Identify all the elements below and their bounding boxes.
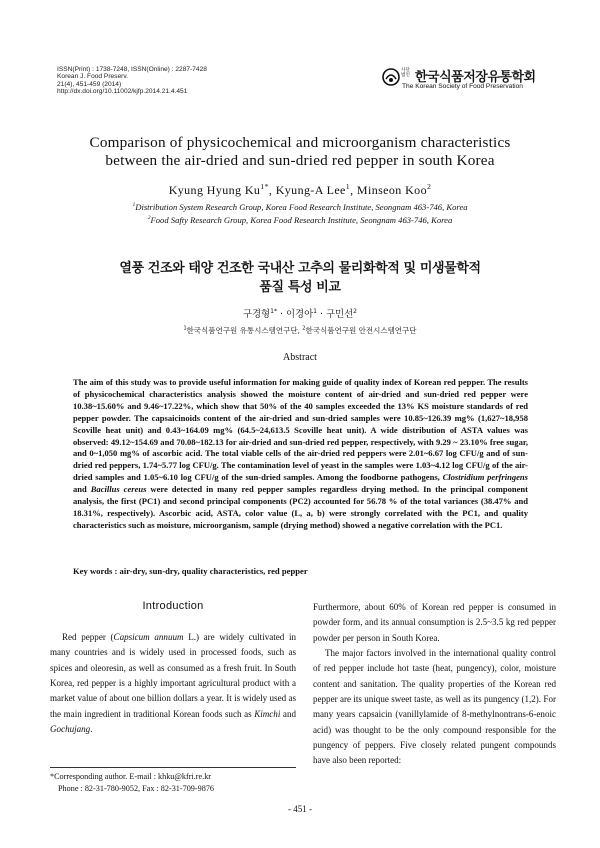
abstract-and: and	[73, 484, 87, 495]
intro-text-2: L.) are widely cultivated in many countries and is widely used in processed foods, such as spices and oleoresin, as well as consumed as a fresh fruit. In South Korea, red pepper is a highly important agricultural product with a market value of about one billion dollars a year. It is widely used as the main ingredient in traditional Korean foods such as	[50, 632, 296, 719]
abstract-text-part1: The aim of this study was to provide useful information for making guide of quality index of Korean red pepper. The results of physicochemical characteristics analysis showed the moisture content of air-dried and sun-dried red pepper were 10.38~15.60% and 9.46~17.22%, which show that 50% of the 40 samples exceeded the 13% KS moisture standards of red pepper powder. The capsaicinoids content of the air-dried and sun-dried samples were 10.85~126.39 mg% (1,627~18,958 Scoville heat unit) and 0.43~164.09 mg% (64.5~24,613.5 Scoville heat unit). A wide distribution of ASTA values was observed: 49.12~154.69 and 70.08~182.13 for air-dried and sun-dried red pepper, respectively, with 9.29 ~ 23.10% free sugar, and 0~1,050 mg% of ascorbic acid. The total viable cells of the air-dried red peppers were 2.01~6.67 log CFU/g and of sun-dried red peppers, 1.74~5.77 log CFU/g. The contamination level of yeast in the samples were 1.03~4.12 log CFU/g of the air-dried samples and 1.05~6.10 log CFU/g of the sun-dried samples. Among the foodborne pathogens,	[73, 377, 528, 483]
affiliation-1	[0, 202, 600, 212]
journal-name: Korean J. Food Preserv.	[57, 73, 128, 81]
author-2-sup: 1	[345, 182, 351, 191]
korean-author-list: 구경형$^{1*}$ · 이경아$^1$ · 구민선$^2$	[242, 307, 358, 320]
keywords: Key words : air-dry, sun-dry, quality characteristics, red pepper	[73, 566, 308, 576]
author-1: Kyung Hyung Ku	[168, 183, 261, 197]
intro-species-italic: Capsicum annuum	[113, 632, 184, 642]
abstract-italic-species-1: Clostridium perfringens	[442, 472, 528, 483]
abstract-heading: Abstract	[283, 352, 317, 363]
right-paragraph-2: The major factors involved in the international quality control of red pepper include hot taste (heat, pungency), color, moisture content and sanitation. The quality properties of the Korean red pepper are its unique sweet taste, as well as its pungency (1,2). For many years capsaicin (vanillylamide of 8-methylnontrans-6-enoic acid) was thought to be the only compound responsible for the pungency of peppers. Five closely related pungent compounds have also been reported:	[313, 648, 556, 766]
korean-author-3: 구민선	[326, 309, 354, 320]
author-1-sup: 1*	[260, 182, 269, 191]
intro-text-3: and	[280, 708, 296, 719]
paper-title-line2: between the air-dried and sun-dried red pepper in south Korea	[105, 152, 495, 169]
affiliation-2-text: Food Safty Research Group, Korea Food Research Institute, Seongnam 463-746, Korea	[150, 215, 453, 225]
corresponding-email: *Corresponding author. E-mail : khku@kfri.re.kr	[50, 772, 212, 781]
affiliation-1-sup: 1	[132, 202, 136, 209]
left-column	[50, 600, 296, 737]
korean-title	[40, 259, 560, 297]
author-3: Minseon Koo	[356, 183, 427, 197]
korean-title-line2: 품질 특성 비교	[259, 280, 341, 295]
abstract-italic-species-2: Bacillus cereus	[90, 484, 147, 495]
footnote-divider	[50, 767, 296, 768]
introduction-heading: Introduction	[142, 600, 204, 612]
corresponding-phone: Phone : 82-31-780-9052, Fax : 82-31-709-9876	[58, 784, 215, 794]
korean-author-1: 구경형	[242, 309, 271, 320]
korean-affiliation-2: 한국식품연구원 안전시스템연구단	[305, 326, 417, 335]
korean-author-1-sup: 1*	[270, 307, 278, 315]
korean-author-2: 이경아	[285, 309, 314, 320]
doi-link[interactable]: http://dx.doi.org/10.11002/kjfp.2014.21.4.451	[57, 87, 188, 95]
author-2: Kyung-A Lee	[275, 183, 346, 197]
society-logo	[382, 66, 552, 94]
abstract-text-part2: were detected in many red pepper samples regardless drying method. In the principal component analysis, the first (PC1) and second principal components (PC2) accounted for 56.78 % of the total variances (38.47% and 18.31%, respectively). Ascorbic acid, ASTA, color value (L, a, b) were strongly correlated with the PC1, and quality characteristics such as moisture, microorganism, sample (drying method) showed a negative correlation with the PC1.	[73, 484, 529, 530]
issn-text: ISSN(Print) : 1738-7248, ISSN(Online) : 2287-7428	[57, 66, 207, 73]
intro-paragraph-1	[50, 630, 296, 737]
intro-text-4: .	[90, 724, 93, 735]
paper-title	[40, 134, 560, 170]
page-number: - 451 -	[288, 804, 312, 814]
society-english-name: The Korean Society of Food Preservation	[402, 83, 523, 90]
journal-header-info	[57, 66, 207, 95]
korean-title-line1: 열풍 건조와 태양 건조한 국내산 고추의 물리화학적 및 미생물학적	[119, 261, 481, 276]
affiliation-2	[0, 215, 600, 225]
paper-title-line1: Comparison of physicochemical and microorganism characteristics	[89, 134, 511, 151]
korean-affiliation-1-sup: 1	[183, 325, 187, 332]
society-korean-name: 한국식품저장유통학회	[415, 70, 536, 85]
intro-gochujang-italic: Gochujang	[50, 724, 91, 735]
korean-affiliation-1: 한국식품연구원 유통시스템연구단,	[186, 326, 300, 335]
affiliation-2-sup: 2	[147, 215, 151, 222]
intro-text-1: Red pepper (	[62, 632, 114, 642]
author-3-sup: 2	[426, 182, 432, 191]
right-column	[313, 600, 556, 769]
korean-author-3-sup: 2	[353, 307, 358, 315]
intro-kimchi-italic: Kimchi	[254, 708, 281, 719]
abstract-body	[73, 377, 528, 532]
society-emblem-icon	[382, 68, 400, 86]
volume-text: 21(4), 451-459 (2014)	[57, 80, 122, 88]
affiliation-1-text: Distribution System Research Group, Korea Food Research Institute, Seongnam 463-746, Korea	[135, 202, 468, 212]
right-paragraph-1: Furthermore, about 60% of Korean red pepper is consumed in powder form, and its annual consumption is 2.5~3.5 kg red pepper powder per person in South Korea.	[313, 602, 556, 643]
society-small-label: 사단 법인	[401, 68, 410, 79]
korean-affiliations	[0, 325, 600, 336]
korean-author-2-sup: 1	[313, 307, 318, 315]
korean-affiliation-2-sup: 2	[302, 325, 306, 332]
corresponding-author-footnote	[50, 771, 214, 795]
author-list: Kyung Hyung $Ku^{1*}$, Kyung-A Lee$^1$, Minseon Koo$^2$	[168, 182, 432, 197]
